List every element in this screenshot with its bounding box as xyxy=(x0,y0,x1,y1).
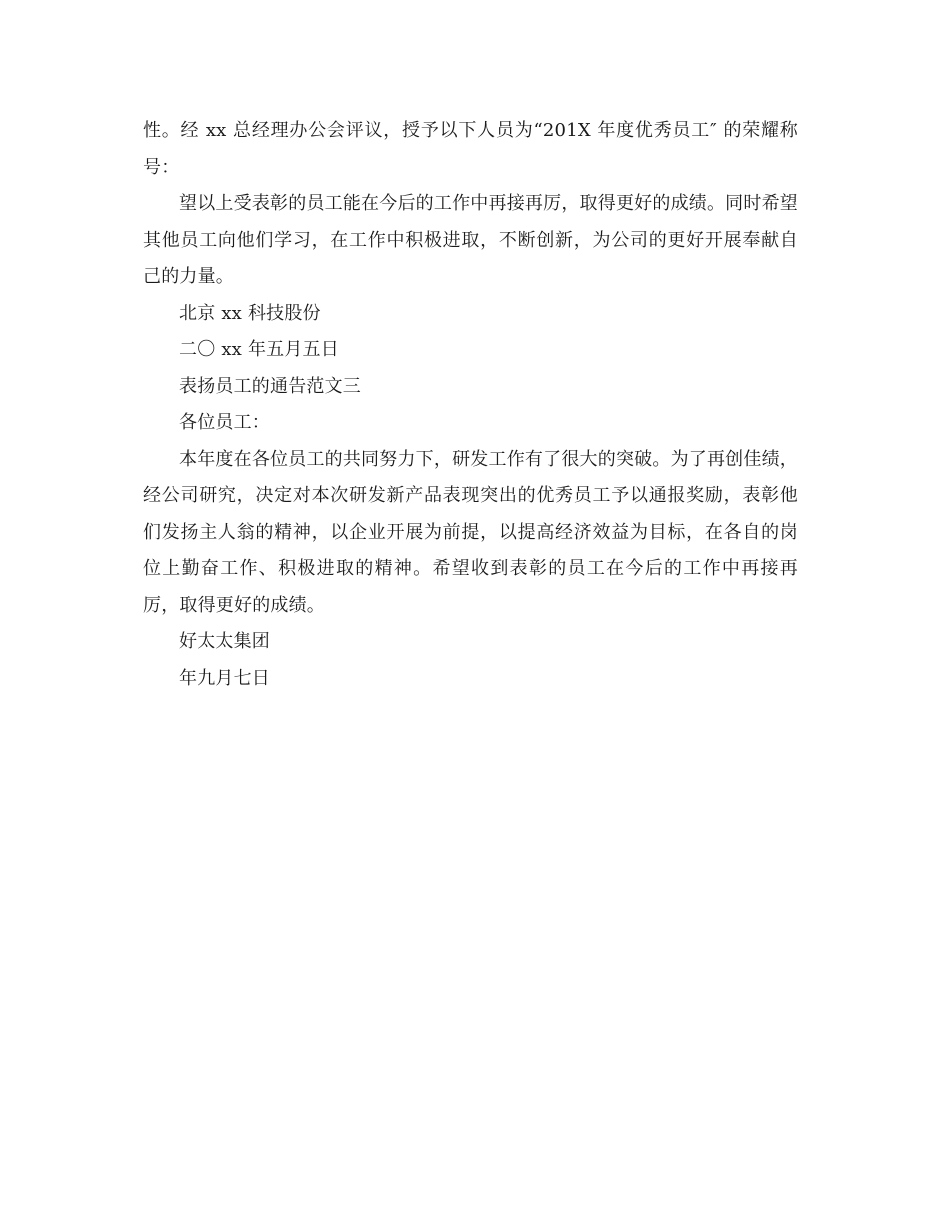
paragraph-hope: 望以上受表彰的员工能在今后的工作中再接再厉，取得更好的成绩。同时希望其他员工向他们学习，在工作中积极进取，不断创新，为公司的更好开展奉献自己的力量。 xyxy=(143,193,798,287)
paragraph-commendation: 本年度在各位员工的共同努力下，研发工作有了很大的突破。为了再创佳绩，经公司研究，决定对本次研发新产品表现突出的优秀员工予以通报奖励，表彰他们发扬主人翁的精神，以企业开展为前提，以提高经济效益为目标，在各自的岗位上勤奋工作、积极进取的精神。希望收到表彰的员工在今后的工作中再接再厉，取得更好的成绩。 xyxy=(143,448,798,616)
section-title: 表扬员工的通告范文三 xyxy=(179,375,361,397)
salutation: 各位员工： xyxy=(179,412,270,433)
paragraph-award-intro: 性。经 xx 总经理办公会评议，授予以下人员为“201X 年度优秀员工″ 的荣耀称号： xyxy=(143,120,798,178)
signature-company: 北京 xx 科技股份 xyxy=(179,302,321,324)
signature-group: 好太太集团 xyxy=(179,631,270,652)
document-body xyxy=(143,113,798,697)
signature-date-2: 年九月七日 xyxy=(179,667,270,689)
signature-date: 二〇 xx 年五月五日 xyxy=(179,339,339,360)
